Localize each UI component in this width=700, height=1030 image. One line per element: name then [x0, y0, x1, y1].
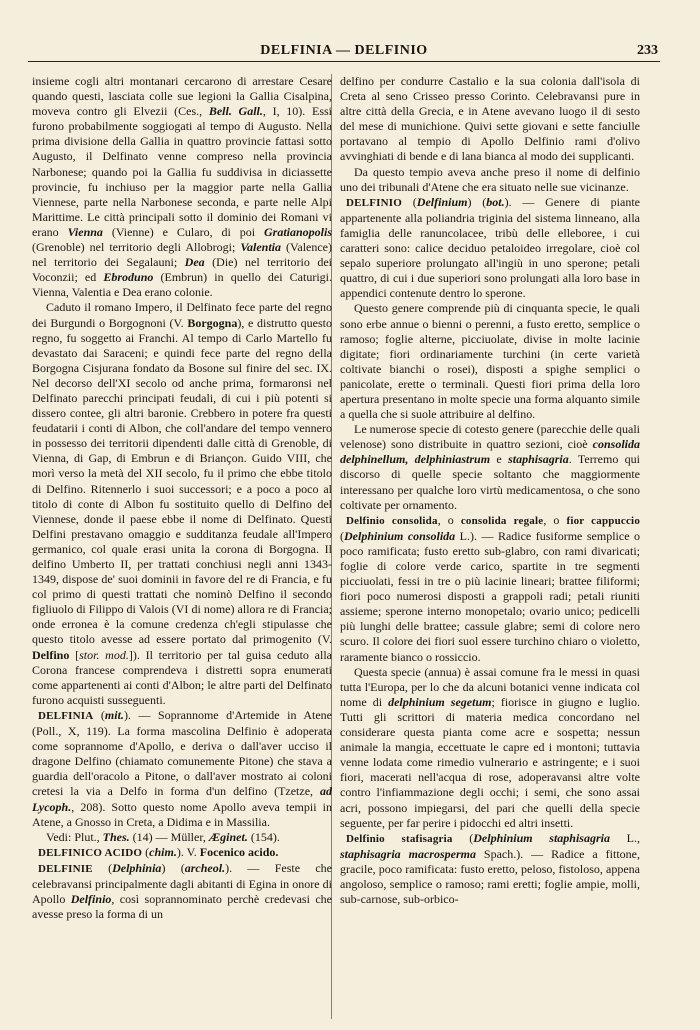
headword: Delfinio stafisagria	[346, 832, 453, 845]
entry-delfinico-acido: DELFINICO ACIDO (chim.). V. Focenico acido.	[38, 844, 279, 859]
paragraph: Da questo tempio aveva anche preso il nome di delfinio uno dei tribunali d'Atene che era situato nelle sue vicinanze.	[340, 164, 640, 194]
paragraph: Questo genere comprende più di cinquanta specie, le quali sono erbe annue o bienni o perenni, a fusto eretto, semplice o ramoso; foglie alterne, picciuolate, divise in molte lacinie digitate; fiori ordinariamente turchini (in certe varietà coltivate bianchi o rosei), disposti a spighe semplici o panicolate, erette o terminali. Questi fiori prima della loro apertura presentano in molte specie una forma alquanto simile a quella che si suole attribuire al delfino.	[340, 301, 640, 422]
paragraph: insieme cogli altri montanari cercarono di arrestare Cesare quando questi, lasciata colle sue legioni la Gallia Cisalpina, moveva contro gli Elvezii (Ces., Bell. Gall., I, 10). Essi furono probabilmente soggiogati al tempo di Augusto. Nella prima divisione della Gallia in quattro provincie fattasi sotto Augusto, il Delfinato venne compreso nella provincia Narbonese; quando poi la Gallia fu suddivisa in diciassette provincie, fu inchiuso per la maggior parte nella Gallia Viennese, parte nella Narbonese seconda, e parte nelle Alpi Marittime. Le città principali sotto il dominio dei Romani vi erano Vienna (Vienne) e Cularo, di poi Gratianopolis (Grenoble) nel territorio degli Allobrogi; Valentia (Valence) nel territorio dei Segalauni; Dea (Die) nel territorio dei Voconzii; ed Ebroduno (Embrun) in quello dei Caturigi. Vienna, Valentia e Dea erano colonie.	[32, 74, 332, 300]
paragraph: Caduto il romano Impero, il Delfinato fece parte del regno dei Burgundi o Borgognoni (V. Borgogna), e distrutto questo regno, fu soggetto ai Franchi. Al tempo di Carlo Martello fu devastato dai Saraceni; e quindi fece parte del regno della Borgogna Cisjurana fondato da Bosone sul finire del sec. IX. Nel decorso dell'XI secolo od anche prima, formaronsi nel Delfinato parecchi principati feudali, di cui i più potenti si dissero contee, gli altri baronie. Crebbero in potere fra questi feudatarii i conti di Albon, che coll'andare del tempo vennero in possesso dei territorii dipendenti dalle città di Grenoble, di Vienna, di Gap, di Embrun e di Briançon. Guido VIII, che morì verso la metà del XII secolo, fu il primo che ebbe titolo di Delfino. Ritennerlo i suoi successori; e a poco a poco al titolo di conte di Albon fu sostituito quello di Delfino del Viennese, donde il paese ebbe il nome di Delfinato. Questi Delfini prestavano omaggio e sudditanza feudale all'Impero germanico, col quale erasi unita la corona di Borgogna. Il delfino Umberto II, per trattati conchiusi negli anni 1343-1349, dispose de' suoi dominii in favore del re di Francia, e fu col primo di questi trattati che nominò Delfino il secondo figliuolo di Filippo di Valois (VI di nome) allora re di Francia; onde erronea è la comune credenza ch'egli stipulasse che questo titolo avesse ad essere portato dal primogenito (V. Delfino [stor. mod.]). Il territorio per tal guisa ceduto alla Corona francese comprendeva i distretti sopra enumerati come appartenenti ai conti d'Albon; le altre parti del Delfinato furono acquisti susseguenti.	[32, 300, 332, 707]
paragraph: delfino per condurre Castalio e la sua colonia dall'isola di Creta al seno Crisseo presso Corinto. Celebravansi pure in altre città della Grecia, e in Atene avevano luogo il di sesto del mese di munichione. Quivi sette giovani e sette fanciulle portavano al tempio di Apollo Delfinio rami d'olivo avvinghiati di bende e di lana bianca al modo dei supplicanti.	[340, 74, 640, 164]
headword: Delfinio consolida	[346, 514, 438, 527]
paragraph: Le numerose specie di cotesto genere (parecchie delle quali velenose) sono distribuite in quattro sezioni, cioè consolida delphinellum, delphiniastrum e staphisagria. Terremo qui discorso di quelle specie soltanto che maggiormente interessano per qualche loro virtù medicamentosa, o che sono coltivate per ornamento.	[340, 422, 640, 512]
paragraph: Questa specie (annua) è assai comune fra le messi in quasi tutta l'Europa, per lo che da alcuni botanici venne indicata col nome di delphinium segetum; fiorisce in giugno e luglio. Tutti gli scrittori di materia medica concordano nel considerare questa pianta come acre e sospetta; nessun animale la mangia, eccettuate le capre ed i montoni; tuttavia venne lodata come rimedio vulnerario e astringente; e i suoi fiori, macerati nell'acqua di rose, adoperavansi altre volte contro l'infiammazione degli occhi; i semi, che sono assai acri, possono impiegarsi, del pari che quelli della specie seguente, per far perire i pidocchi ed altri insetti.	[340, 664, 640, 830]
headword: DELFINIE	[38, 862, 93, 875]
entry-delfinio-stafisagria: Delfinio stafisagria (Delphinium staphisagria L., staphisagria macrosperma Spach.). — Radice a fittone, gracile, poco ramificata: fusto eretto, peloso, fistoloso, appena angoloso, semplice o ramoso; rami eretti; foglie ampie, molli, sub-carnose, sub-orbico-	[340, 830, 640, 907]
entry-delfinio-consolida: Delfinio consolida, o consolida regale, o fior cappuccio (Delphinium consolida L.). — Radice fusiforme semplice o poco ramificata; fusto eretto sub-glabro, con rami divaricati; foglie di colore verde carico, spartite in tre segmenti picciuolati, fessi in tre o più lacinie lineari; brattee filiformi; fiori poco numerosi disposti a grappoli radi; petali riuniti assieme; sperone interno monopetalo; ovario unico; pedicelli più lunghi delle brattee; cassule glabre; semi di colore nero scuro. Il colore dei fiori suol essere turchino chiaro o violetto, raramente bianco o rossiccio.	[340, 512, 640, 664]
right-column	[340, 74, 640, 1024]
references: Vedi: Plut., Thes. (14) — Müller, Æginet. (154).	[46, 829, 280, 844]
entry-delfinie: DELFINIE (Delphinia) (archeol.). — Feste che celebravansi principalmente dagli abitanti di Egina in onore di Apollo Delfinio, così soprannominato perchè credevasi che avesse preso la forma di un	[32, 860, 332, 922]
entry-delfinio: DELFINIO (Delfinium) (bot.). — Genere di piante appartenente alla poliandria triginia del sistema linneano, alla famiglia delle ranuncolacee, tribù delle elleboree, i cui caratteri sono: calice deciduo petaloideo irregolare, cioè col sepalo superiore prolungato all'ingiù in uno sperone; petali quattro, di cui i due superiori sono prolungati alla loro base in appendici contenute dentro lo sperone.	[340, 194, 640, 301]
entry-delfinia: DELFINIA (mit.). — Soprannome d'Artemide in Atene (Poll., X, 119). La forma mascolina Delfinio è adoperata come soprannome d'Apollo, e deriva o dall'aver ucciso il dragone Delfino (chiamato comunemente Pitone) che stava a guardia dell'oracolo a Pitone, o dall'aver mostrato ai coloni cretesi la via a Delfo in forma d'un delfino (Tzetze, ad Lycoph., 208). Sotto questo nome Apollo aveva tempii in Atene, a Gnosso in Creta, a Didima e in Massilia.	[32, 707, 332, 829]
running-header	[28, 41, 660, 62]
left-column	[32, 74, 332, 1024]
header-title: DELFINIA — DELFINIO	[260, 43, 428, 58]
page-number: 233	[637, 43, 658, 58]
headword: DELFINIO	[346, 196, 402, 209]
headword: DELFINICO ACIDO	[38, 846, 143, 859]
headword: DELFINIA	[38, 709, 94, 722]
